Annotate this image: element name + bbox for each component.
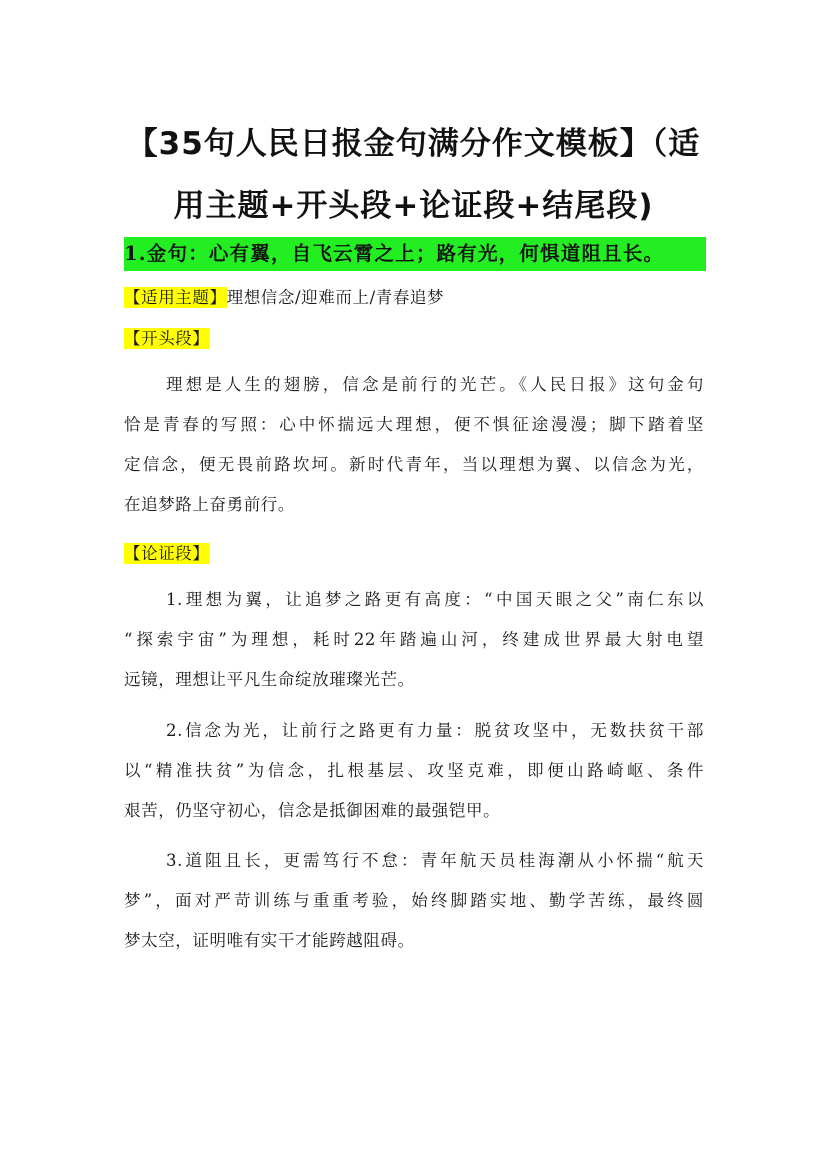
argument-p2-line-2: 以“精准扶贫”为信念，扎根基层、攻坚克难，即便山路崎岖、条件 [124,761,704,780]
topic-label: 【适用主题】 [124,288,227,307]
topic-line [124,285,444,311]
opening-line-3: 定信念，便无畏前路坎坷。新时代青年，当以理想为翼、以信念为光， [124,455,704,474]
argument-p3-line-3: 梦太空，证明唯有实干才能跨越阻碍。 [124,931,415,950]
argument-paragraph-3 [124,841,704,961]
argument-label: 【论证段】 [124,544,210,563]
opening-line-1: 理想是人生的翅膀，信念是前行的光芒。《人民日报》这句金句 [166,375,704,394]
argument-paragraph-1 [124,580,704,700]
argument-heading [124,541,210,567]
opening-heading [124,326,210,352]
argument-p2-line-3: 艰苦，仍坚守初心，信念是抵御困难的最强铠甲。 [124,801,501,820]
argument-p1-line-1: 1.理想为翼，让追梦之路更有高度：“中国天眼之父”南仁东以 [166,590,704,609]
opening-label: 【开头段】 [124,329,210,348]
argument-p3-line-1: 3.道阻且长，更需笃行不怠：青年航天员桂海潮从小怀揣“航天 [166,851,704,870]
document-title-line-2: 用主题+开头段+论证段+结尾段) [173,188,654,224]
opening-line-2: 恰是青春的写照：心中怀揣远大理想，便不惧征途漫漫；脚下踏着坚 [124,415,704,434]
argument-p3-line-2: 梦”，面对严苛训练与重重考验，始终脚踏实地、勤学苦练，最终圆 [124,891,704,910]
argument-p2-line-1: 2.信念为光，让前行之路更有力量：脱贫攻坚中，无数扶贫干部 [166,721,704,740]
argument-p1-line-2: “探索宇宙”为理想，耗时22年踏遍山河，终建成世界最大射电望 [124,630,704,649]
argument-paragraph-2 [124,711,704,831]
golden-quote-highlight: 1.金句：心有翼，自飞云霄之上；路有光，何惧道阻且长。 [124,237,706,271]
topic-text: 理想信念/迎难而上/青春追梦 [226,288,445,307]
opening-line-4: 在追梦路上奋勇前行。 [124,495,295,514]
document-title-line-1: 【35句人民日报金句满分作文模板】（适 [126,126,701,162]
opening-paragraph [124,365,704,525]
argument-p1-line-3: 远镜，理想让平凡生命绽放璀璨光芒。 [124,670,415,689]
